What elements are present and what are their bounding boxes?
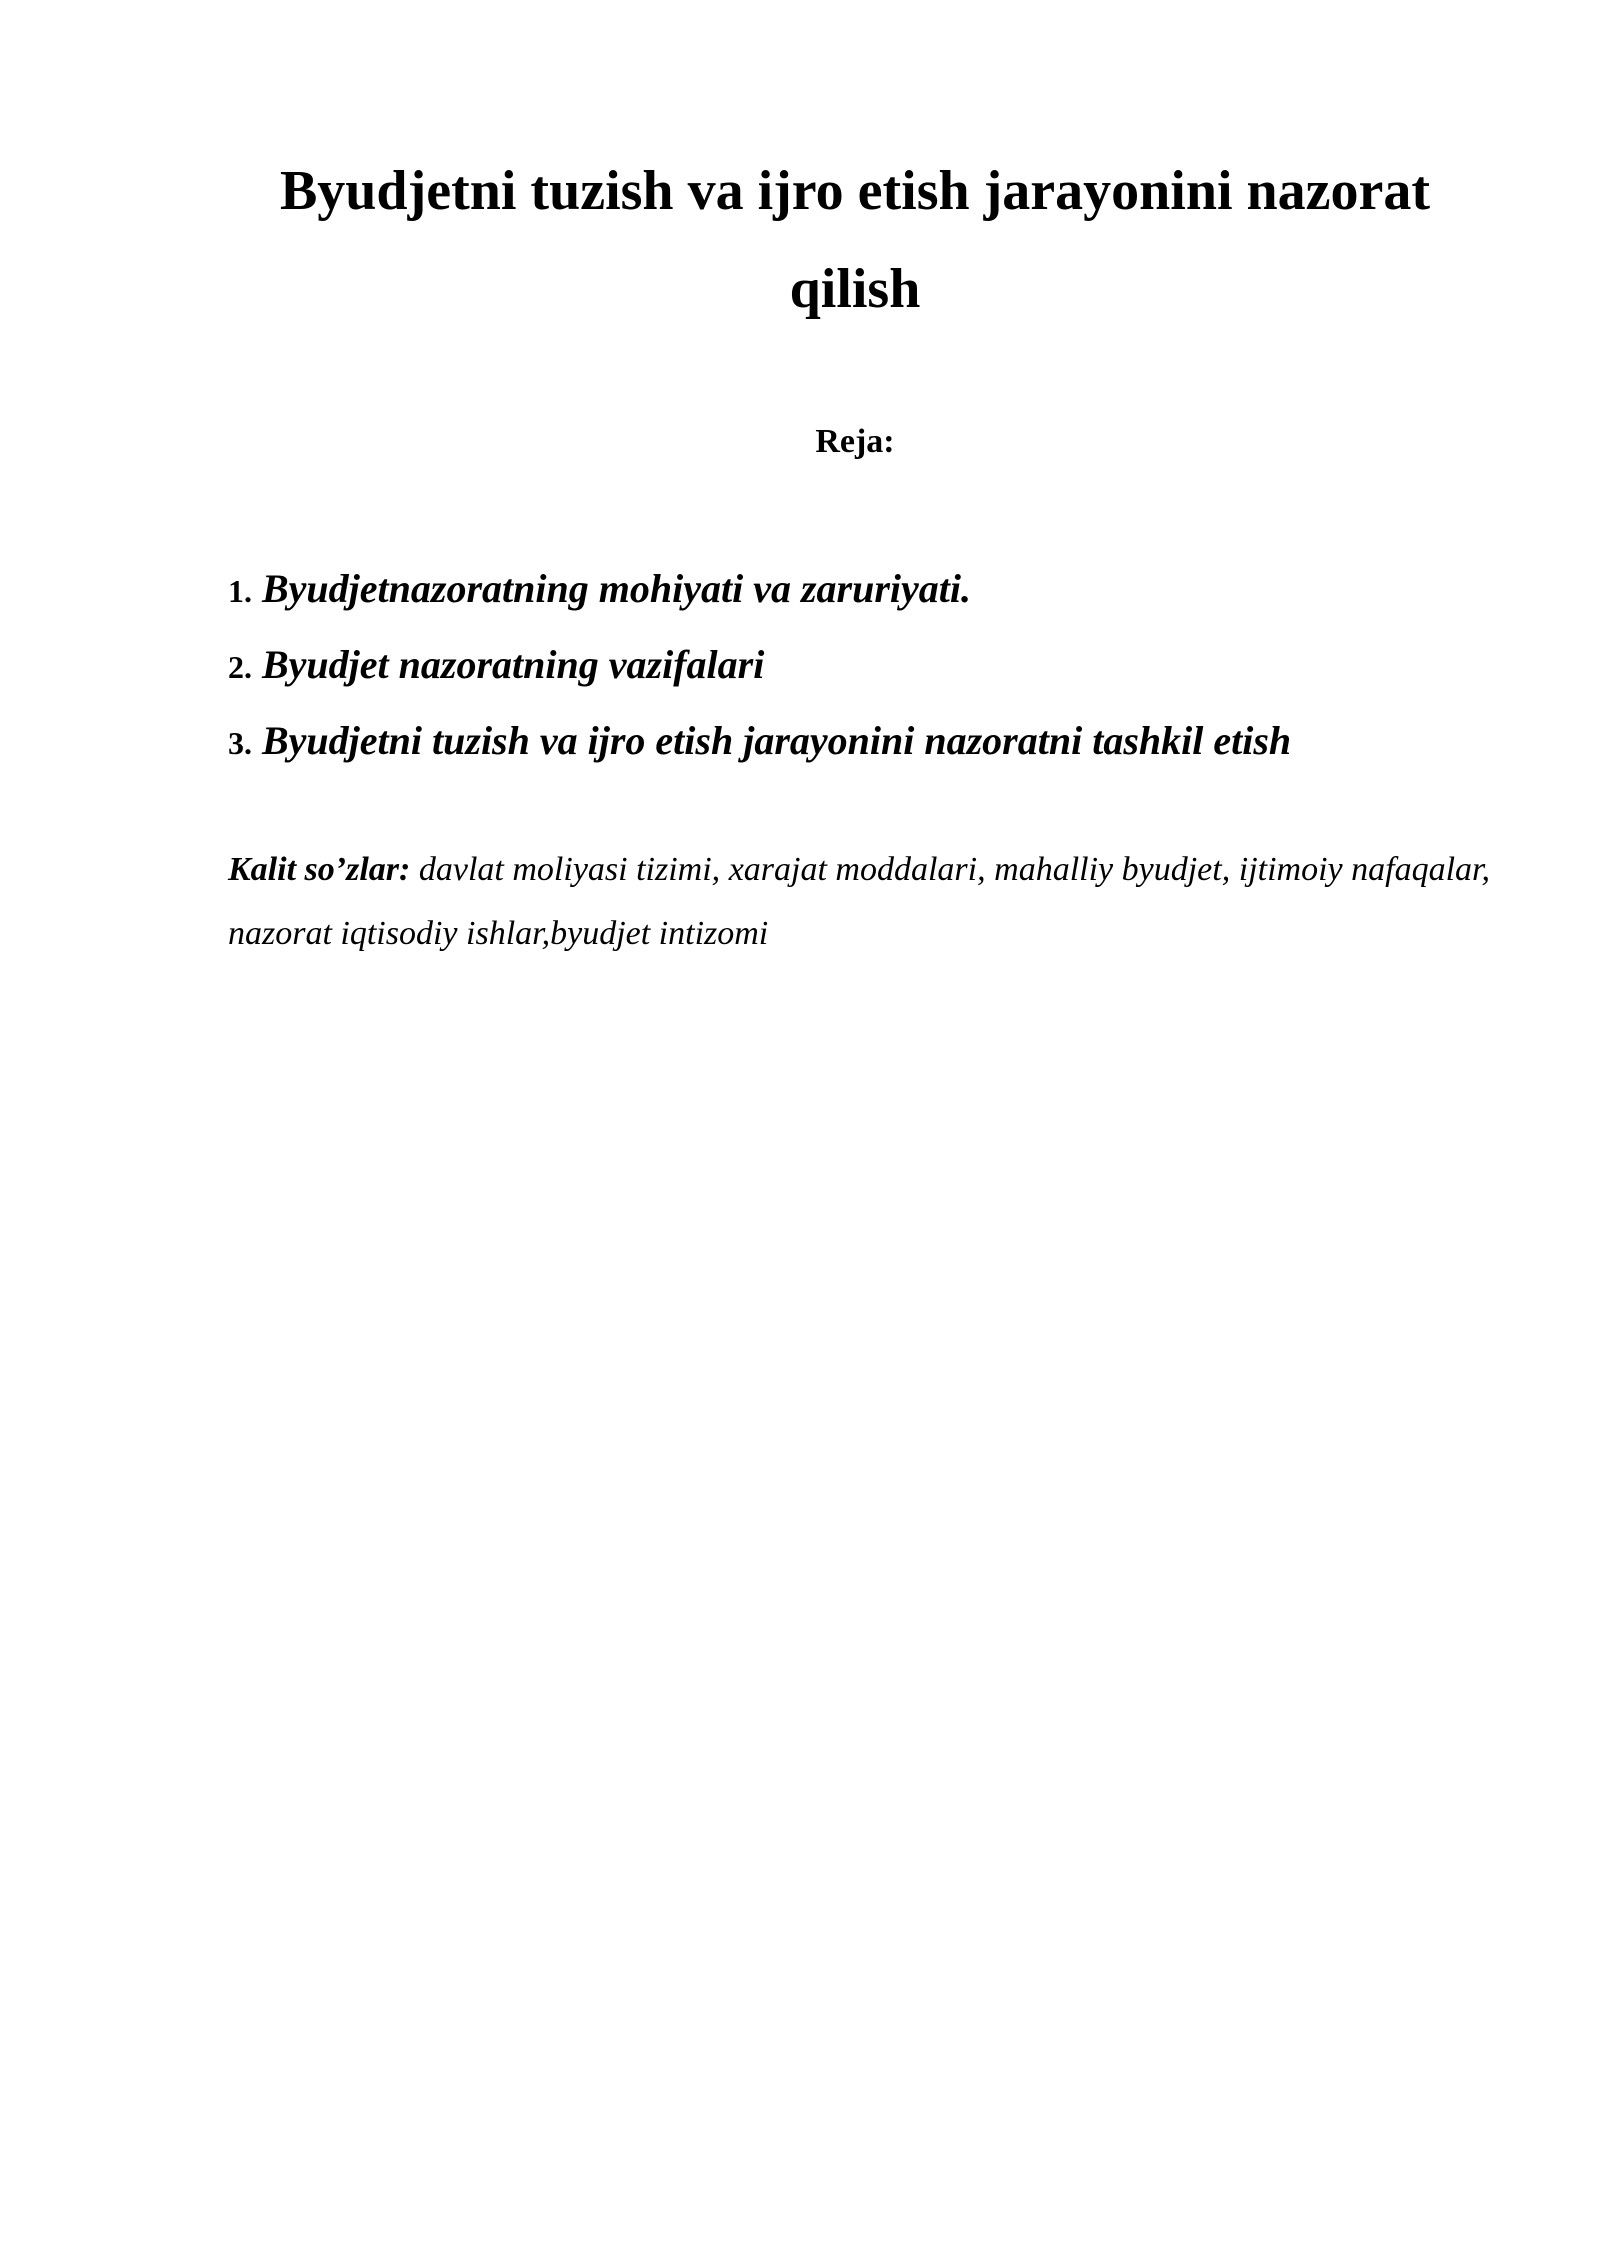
- plan-item-1: [228, 552, 1291, 628]
- plan-item-number: 2.: [228, 649, 252, 685]
- plan-item-text: Byudjetni tuzish va ijro etish jarayonini nazoratni tashkil etish: [262, 718, 1292, 763]
- plan-item-text: Byudjetnazoratning mohiyati va zaruriyati.: [262, 566, 972, 611]
- keywords-text: davlat moliyasi tizimi, xarajat moddalari, mahalliy byudjet, ijtimoiy nafaqalar, nazorat iqtisodiy ishlar,byudjet intizomi: [228, 851, 1490, 952]
- keywords-paragraph: [228, 838, 1490, 966]
- plan-item-number: 3.: [228, 725, 252, 761]
- plan-list: [228, 552, 1291, 780]
- plan-item-2: [228, 628, 1291, 704]
- plan-item-number: 1.: [228, 573, 252, 609]
- keywords-label: Kalit so’zlar:: [228, 851, 411, 888]
- plan-item-text: Byudjet nazoratning vazifalari: [262, 642, 765, 687]
- page-title: Byudjetni tuzish va ijro etish jarayonini nazorat qilish: [279, 160, 1431, 320]
- plan-item-3: [228, 704, 1291, 780]
- plan-heading: Reja:: [815, 423, 895, 460]
